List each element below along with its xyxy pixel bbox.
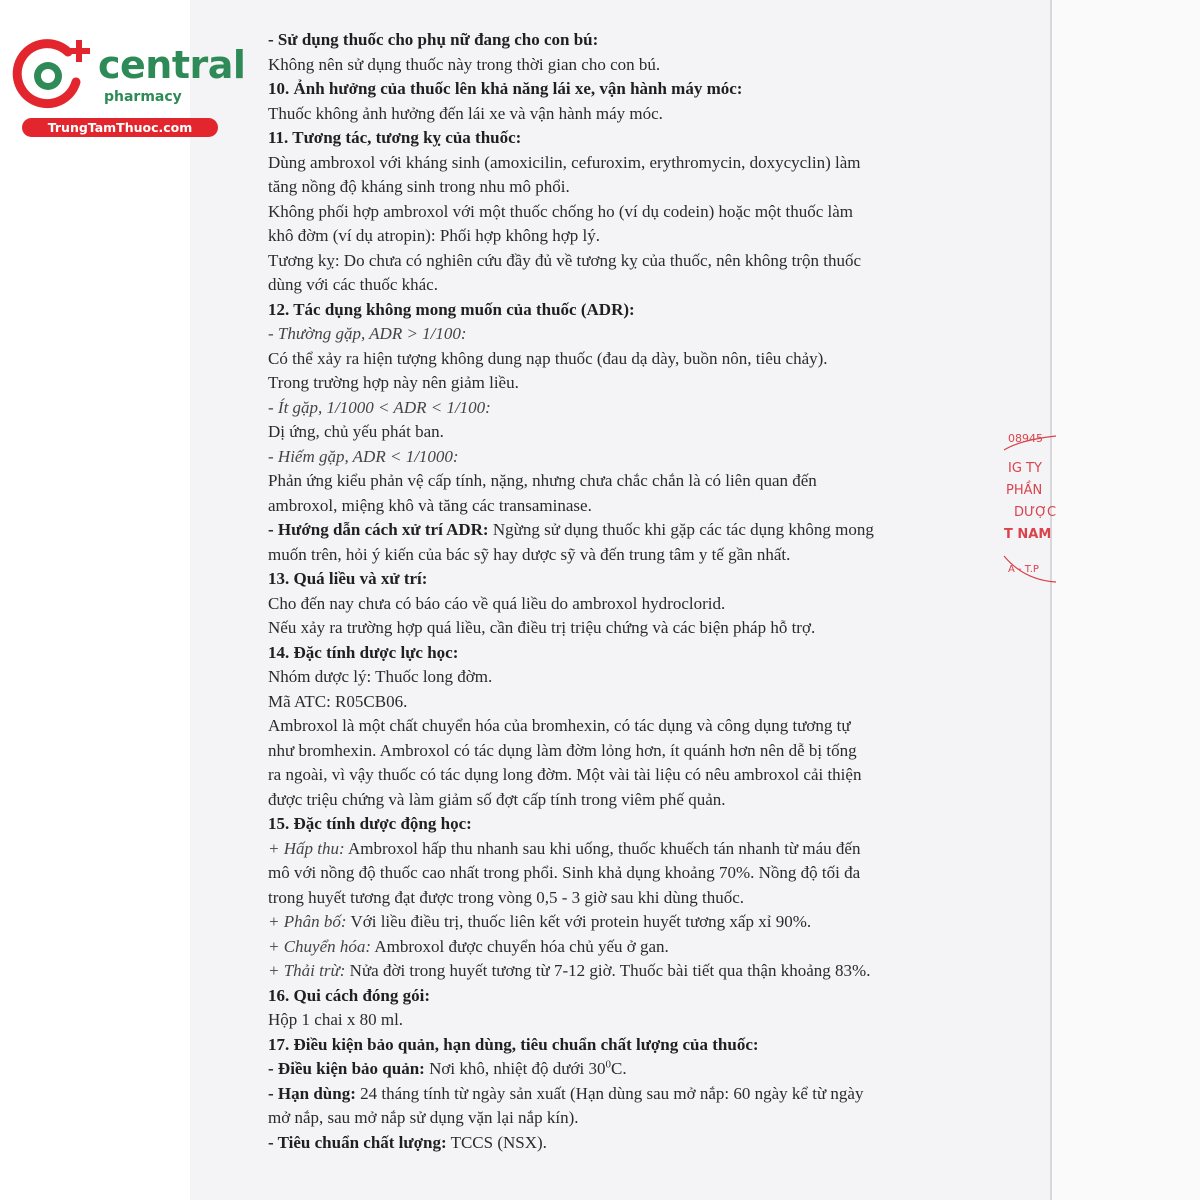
section-heading-10: 10. Ảnh hưởng của thuốc lên khả năng lái xe, vận hành máy móc: [268,79,743,98]
logo-subtitle: pharmacy [104,89,182,105]
logo-name: central [98,43,246,87]
pharmacy-cross-icon [10,38,100,118]
inline-bold-label: - Hướng dẫn cách xử trí ADR: [268,520,489,539]
text-line: mô với nồng độ thuốc cao nhất trong phổi. Sinh khả dụng khoảng 70%. Nồng độ tối đa [268,863,861,882]
inline-text: Ngừng sử dụng thuốc khi gặp các tác dụng không mong [488,520,874,539]
section-heading-11: 11. Tương tác, tương kỵ của thuốc: [268,128,522,147]
text-line: ra ngoài, vì vậy thuốc có tác dụng long đờm. Một vài tài liệu có nêu ambroxol cải thiện [268,765,862,784]
inline-bold-label: - Hạn dùng: [268,1083,356,1103]
text-line: Ambroxol là một chất chuyển hóa của bromhexin, có tác dụng và công dụng tương tự [268,716,851,735]
text-line [268,910,973,935]
document-body [268,28,973,1155]
inline-text: Với liều điều trị, thuốc liên kết với protein huyết tương xấp xỉ 90%. [346,912,812,931]
inline-italic-label: + Phân bố: [268,912,347,931]
text-line: Cho đến nay chưa có báo cáo về quá liều do ambroxol hydroclorid. [268,593,726,613]
text-line: Mã ATC: R05CB06. [268,691,408,711]
section-heading-16: 16. Qui cách đóng gói: [268,985,430,1005]
text-line [268,959,973,984]
inline-text: C. [611,1059,627,1078]
text-line: được triệu chứng và làm giảm số đợt cấp tính trong viêm phế quản. [268,789,726,809]
inline-text: Ambroxol hấp thu nhanh sau khi uống, thuốc khuếch tán nhanh từ máu đến [344,838,861,858]
svg-text:A - T.P: A - T.P [1008,564,1039,575]
text-line [268,935,973,960]
italic-subheading: - Thường gặp, ADR > 1/100: [268,324,467,343]
svg-text:PHẦN: PHẦN [1006,483,1043,498]
text-line: trong huyết tương đạt được trong vòng 0,5 - 3 giờ sau khi dùng thuốc. [268,887,745,907]
svg-text:DƯỢC: DƯỢC [1014,505,1057,520]
text-line: ambroxol, miệng khô và tăng các transaminase. [268,495,592,515]
inline-text: Nơi khô, nhiệt độ dưới 30 [424,1059,606,1078]
svg-text:IG TY: IG TY [1008,461,1042,476]
text-line: Không phối hợp ambroxol với một thuốc chống ho (ví dụ codein) hoặc một thuốc làm [268,201,854,221]
text-line: khô đờm (ví dụ atropin): Phối hợp không hợp lý. [268,226,601,245]
text-line: Tương kỵ: Do chưa có nghiên cứu đầy đủ về tương kỵ của thuốc, nên không trộn thuốc [268,250,862,270]
section-heading-14: 14. Đặc tính dược lực học: [268,642,459,662]
text-line: Có thể xảy ra hiện tượng không dung nạp thuốc (đau dạ dày, buồn nôn, tiêu chảy). [268,348,828,368]
section-heading-17: 17. Điều kiện bảo quản, hạn dùng, tiêu chuẩn chất lượng của thuốc: [268,1034,759,1054]
text-line: Không nên sử dụng thuốc này trong thời gian cho con bú. [268,54,661,74]
paper-edge-line [1050,0,1052,1200]
text-line: Nếu xảy ra trường hợp quá liều, cần điều trị triệu chứng và các biện pháp hỗ trợ. [268,618,816,637]
text-line: Nhóm dược lý: Thuốc long đờm. [268,667,493,686]
text-line: mở nắp, sau mở nắp sử dụng vặn lại nắp kín). [268,1108,579,1127]
text-line: muốn trên, hỏi ý kiến của bác sỹ hay dược sỹ và đến trung tâm y tế gần nhất. [268,544,791,564]
superscript: 0 [605,1058,611,1071]
inline-italic-label: + Thải trừ: [268,961,346,980]
text-line [268,518,973,543]
inline-text: 24 tháng tính từ ngày sản xuất (Hạn dùng sau mở nắp: 60 ngày kể từ ngày [355,1083,864,1103]
inline-bold-label: - Điều kiện bảo quản: [268,1059,425,1078]
text-line [268,1082,973,1107]
subsection-heading: - Sử dụng thuốc cho phụ nữ đang cho con bú: [268,30,599,49]
text-line: dùng với các thuốc khác. [268,275,438,294]
inline-text: Nửa đời trong huyết tương từ 7-12 giờ. Thuốc bài tiết qua thận khoảng 83%. [345,961,871,980]
text-line: như bromhexin. Ambroxol có tác dụng làm đờm lỏng hơn, ít quánh hơn nên dễ bị tống [268,740,857,760]
italic-subheading: - Hiếm gặp, ADR < 1/1000: [268,446,459,466]
text-line: Phản ứng kiểu phản vệ cấp tính, nặng, nhưng chưa chắc chắn là có liên quan đến [268,471,817,490]
red-seal-stamp [1000,420,1060,590]
section-heading-13: 13. Quá liều và xử trí: [268,569,428,588]
text-line: Thuốc không ảnh hưởng đến lái xe và vận hành máy móc. [268,103,663,123]
section-heading-15: 15. Đặc tính dược động học: [268,814,472,833]
svg-text:08945: 08945 [1008,432,1043,445]
inline-text: Ambroxol được chuyển hóa chủ yếu ở gan. [371,936,669,956]
inline-bold-label: - Tiêu chuẩn chất lượng: [268,1132,447,1152]
text-line [268,1131,973,1156]
inline-italic-label: + Hấp thu: [268,838,345,858]
text-line [268,837,973,862]
svg-text:T NAM: T NAM [1004,527,1052,542]
text-line: tăng nồng độ kháng sinh trong nhu mô phổi. [268,177,570,196]
page-margin [1050,0,1200,1200]
inline-italic-label: + Chuyển hóa: [268,936,372,956]
text-line [268,1057,973,1082]
logo-website[interactable]: TrungTamThuoc.com [22,118,218,137]
central-pharmacy-logo[interactable] [10,38,246,138]
text-line: Hộp 1 chai x 80 ml. [268,1010,404,1029]
italic-subheading: - Ít gặp, 1/1000 < ADR < 1/100: [268,397,491,417]
text-line: Dị ứng, chủ yếu phát ban. [268,422,444,441]
section-heading-12: 12. Tác dụng không mong muốn của thuốc (ADR): [268,299,635,319]
text-line: Trong trường hợp này nên giảm liều. [268,373,519,392]
text-line: Dùng ambroxol với kháng sinh (amoxicilin, cefuroxim, erythromycin, doxycyclin) làm [268,152,861,172]
inline-text: TCCS (NSX). [446,1132,547,1152]
